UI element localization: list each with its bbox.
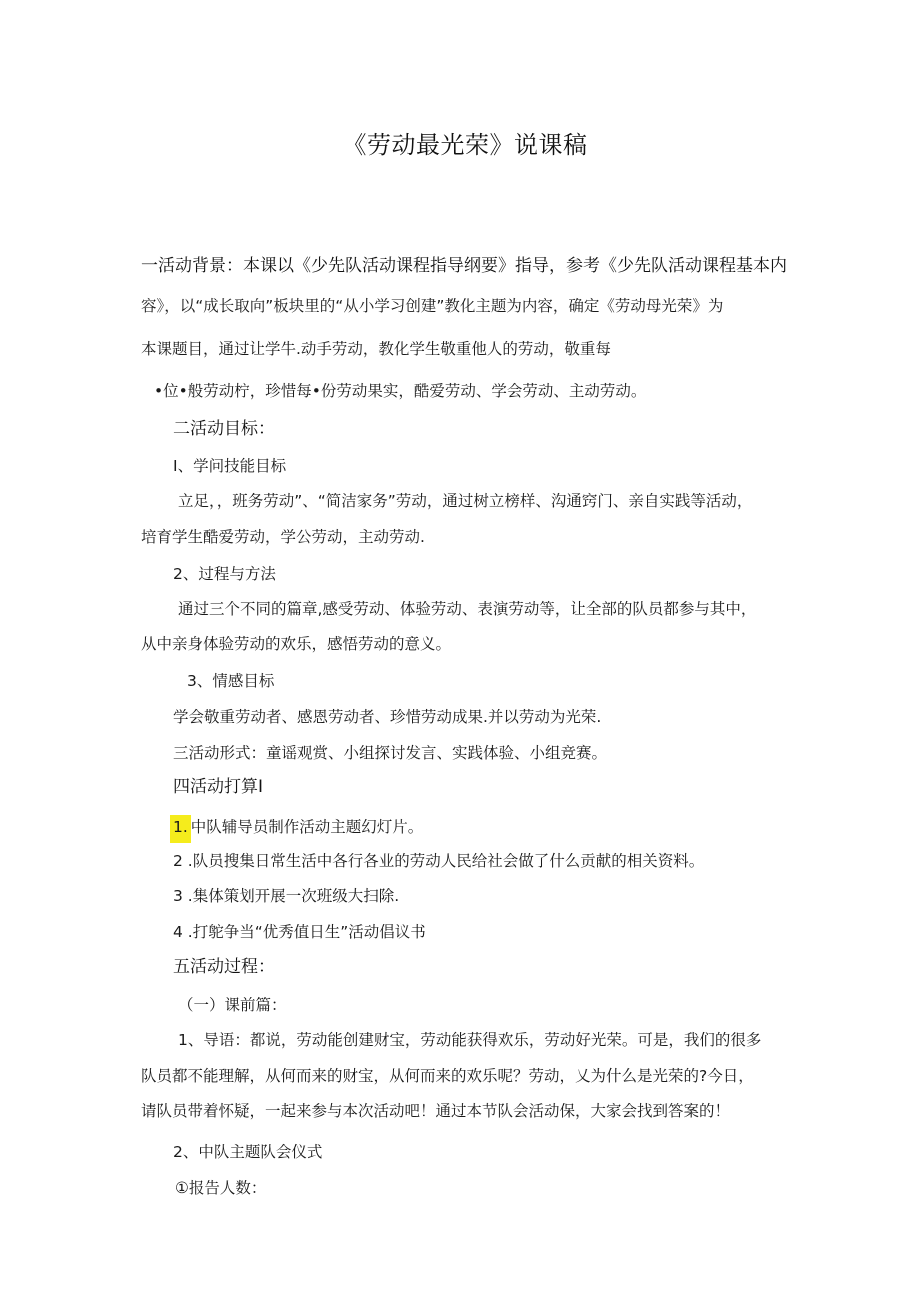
goal-2-title: 2、过程与方法: [173, 565, 276, 583]
plan-item-1: [173, 815, 423, 843]
background-line-1: 一活动背景：本课以《少先队活动课程指导纲要》指导，参考《少先队活动课程基本内: [141, 256, 787, 276]
process-report-count: ①报告人数：: [175, 1179, 267, 1197]
goal-2-text-line-1: 通过三个不同的篇章,感受劳动、体验劳动、表演劳动等，让全部的队员都参与其中，: [178, 600, 757, 618]
process-ceremony: 2、中队主题队会仪式: [173, 1143, 323, 1161]
goal-3-title: 3、情感目标: [187, 672, 275, 690]
activity-form-line: 三活动形式：童谣观赏、小组探讨发言、实践体验、小组竞赛。: [173, 744, 608, 762]
background-line-4: •位•般劳动柠，珍惜每•份劳动果实，酷爱劳动、学会劳动、主动劳动。: [154, 382, 647, 400]
plan-item-1-text: 中队辅导员制作活动主题幻灯片。: [190, 818, 424, 836]
process-intro-line-2: 队员都不能理解，从何而来的财宝，从何而来的欢乐呢？劳动，乂为什么是光荣的?今日，: [141, 1067, 754, 1085]
plan-item-1-number: 1.: [170, 815, 191, 843]
process-intro-line-1: 1、导语：都说，劳动能创建财宝，劳动能获得欢乐，劳动好光荣。可是，我们的很多: [178, 1031, 762, 1049]
document-title: 《劳动最光荣》说课稿: [342, 131, 588, 159]
plan-heading: 四活动打算I: [173, 777, 264, 797]
goal-1-text-line-1: 立足，，班务劳动”、“简洁家务”劳动，通过树立榜样、沟通窍门、亲自实践等活动，: [178, 492, 753, 510]
goal-3-text: 学会敬重劳动者、感恩劳动者、珍惜劳动成果.并以劳动为光荣.: [173, 708, 602, 726]
background-line-3: 本课题目，通过让学牛.动手劳动，教化学生敬重他人的劳动，敬重每: [141, 340, 611, 358]
goal-1-title: I、学问技能目标: [173, 457, 287, 475]
goal-2-text-line-2: 从中亲身体验劳动的欢乐，感悟劳动的意义。: [141, 635, 452, 653]
plan-item-3: 3 .集体策划开展一次班级大扫除.: [173, 887, 400, 905]
goal-1-text-line-2: 培育学生酷爱劳动，学公劳动，主动劳动.: [141, 528, 425, 546]
plan-item-2: 2 .队员搜集日常生活中各行各业的劳动人民给社会做了什么贡献的相关资料。: [173, 852, 705, 870]
process-intro-line-3: 请队员带着怀疑，一起来参与本次活动吧！通过本节队会活动保，大家会找到答案的！: [141, 1102, 731, 1120]
goals-heading: 二活动目标：: [173, 419, 275, 439]
background-line-2: 容》，以“成长取向”板块里的“从小学习创建”教化主题为内容，确定《劳动母光荣》为: [141, 297, 724, 315]
process-pre-class: （一）课前篇：: [178, 996, 287, 1014]
process-heading: 五活动过程：: [173, 957, 275, 977]
plan-item-4: 4 .打鸵争当“优秀值日生”活动倡议书: [173, 923, 426, 941]
